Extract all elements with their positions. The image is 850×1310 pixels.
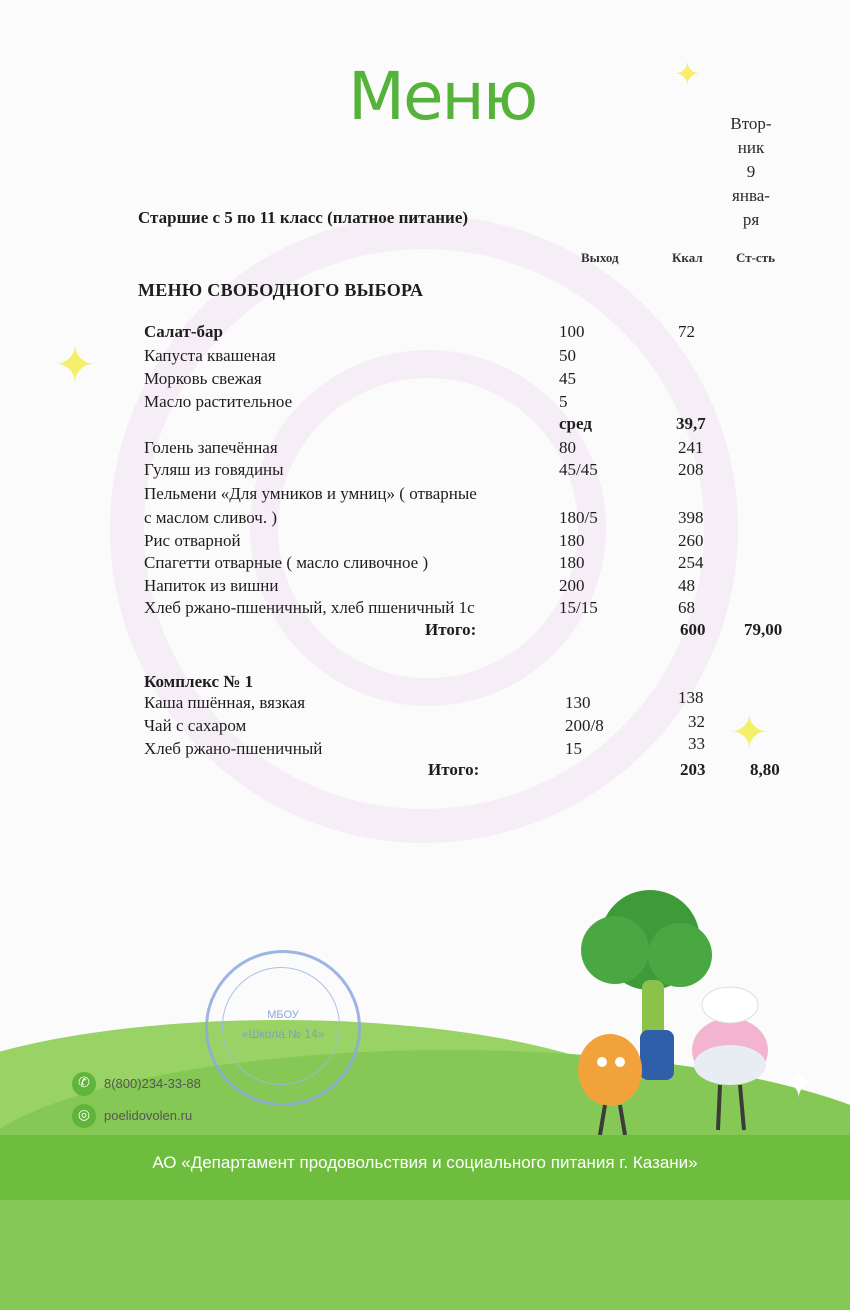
- dish-name: Голень запечённая: [144, 438, 278, 457]
- table-row: [0, 460, 850, 483]
- dish-name: Хлеб ржано-пшеничный: [144, 739, 323, 758]
- phone-icon: ✆: [72, 1072, 96, 1096]
- table-row: [0, 484, 850, 507]
- table-row: [0, 739, 850, 762]
- dish-kcal: 254: [678, 553, 704, 572]
- dish-name: Спагетти отварные ( масло сливочное ): [144, 553, 429, 572]
- star-decoration: ✦: [54, 337, 96, 393]
- table-row: [0, 531, 850, 554]
- table-row: [0, 322, 850, 345]
- dish-kcal: 260: [678, 531, 704, 550]
- dish-name: Каша пшённая, вязкая: [144, 693, 306, 712]
- dish-yield: 15/15: [559, 598, 598, 617]
- table-row: [0, 508, 850, 531]
- dish-yield: 130: [565, 693, 591, 712]
- total-row: [0, 760, 850, 783]
- dish-kcal: 72: [678, 322, 695, 341]
- dish-yield: 180/5: [559, 508, 598, 527]
- dish-yield: 45: [559, 369, 576, 388]
- table-row: [0, 438, 850, 461]
- dish-yield: 50: [559, 346, 576, 365]
- table-row: [0, 553, 850, 576]
- table-row: [0, 576, 850, 599]
- dish-name: Пельмени «Для умников и умниц» ( отварные: [144, 484, 477, 503]
- dish-kcal: 208: [678, 460, 704, 479]
- dish-yield: 80: [559, 438, 576, 457]
- page-title: Меню: [348, 58, 537, 135]
- school-stamp: [205, 950, 361, 1106]
- table-row: [0, 414, 850, 437]
- dish-kcal: 32: [688, 712, 705, 731]
- dish-kcal: 33: [688, 734, 705, 753]
- section-title: МЕНЮ СВОБОДНОГО ВЫБОРА: [138, 280, 424, 300]
- star-decoration: ✦: [730, 707, 769, 758]
- dish-yield: сред: [559, 414, 592, 433]
- dish-yield: 15: [565, 739, 582, 758]
- phone-number[interactable]: 8(800)234-33-88: [104, 1076, 201, 1091]
- date-label: Втор- ник 9 янва- ря: [730, 114, 772, 229]
- dish-name: Капуста квашеная: [144, 346, 276, 365]
- dish-yield: 100: [559, 322, 585, 341]
- dish-name: Салат-бар: [144, 322, 223, 341]
- column-header-cost: Ст-сть: [736, 250, 775, 265]
- subtitle: Старшие с 5 по 11 класс (платное питание): [138, 208, 469, 227]
- organization-name: АО «Департамент продовольствия и социального питания г. Казани»: [152, 1153, 698, 1172]
- dish-name: Гуляш из говядины: [144, 460, 284, 479]
- dish-kcal: 48: [678, 576, 695, 595]
- website-link[interactable]: poelidovolen.ru: [104, 1108, 193, 1123]
- star-decoration: ✦: [782, 1061, 816, 1106]
- dish-name: Хлеб ржано-пшеничный, хлеб пшеничный 1с: [144, 598, 475, 617]
- total-label: Итого:: [425, 620, 477, 639]
- dish-yield: 5: [559, 392, 568, 411]
- total-kcal: 600: [680, 620, 706, 639]
- table-row: [0, 392, 850, 415]
- column-header-yield: Выход: [581, 250, 619, 265]
- dish-yield: 45/45: [559, 460, 598, 479]
- table-row: [0, 346, 850, 369]
- total-cost: 79,00: [744, 620, 783, 639]
- dish-name: Напиток из вишни: [144, 576, 279, 595]
- total-kcal: 203: [680, 760, 706, 779]
- dish-name: Масло растительное: [144, 392, 293, 411]
- dish-yield: 180: [559, 531, 585, 550]
- table-row: [0, 369, 850, 392]
- stamp-name: МБОУ: [267, 1009, 299, 1021]
- dish-kcal: 241: [678, 438, 704, 457]
- column-header-kcal: Ккал: [672, 250, 703, 265]
- stamp-school: «Школа № 14»: [241, 1027, 325, 1041]
- table-row: [0, 598, 850, 621]
- dish-name: Чай с сахаром: [144, 716, 247, 735]
- stamp-inner-ring: [222, 967, 340, 1085]
- dish-yield: 200/8: [565, 716, 604, 735]
- total-row: [0, 620, 850, 643]
- dish-yield: 200: [559, 576, 585, 595]
- globe-icon: ◎: [72, 1104, 96, 1128]
- complex-title: Комплекс № 1: [144, 672, 254, 691]
- dish-name: Морковь свежая: [144, 369, 262, 388]
- dish-kcal: 39,7: [676, 414, 706, 433]
- dish-kcal: 398: [678, 508, 704, 527]
- total-label: Итого:: [428, 760, 480, 779]
- dish-kcal: 68: [678, 598, 695, 617]
- dish-name: Рис отварной: [144, 531, 241, 550]
- vegetable-characters-illustration: [540, 880, 800, 1140]
- star-decoration: ✦: [674, 56, 701, 92]
- dish-yield: 180: [559, 553, 585, 572]
- dish-kcal: 138: [678, 688, 704, 707]
- dish-name: с маслом сливоч. ): [144, 508, 278, 527]
- total-cost: 8,80: [750, 760, 780, 779]
